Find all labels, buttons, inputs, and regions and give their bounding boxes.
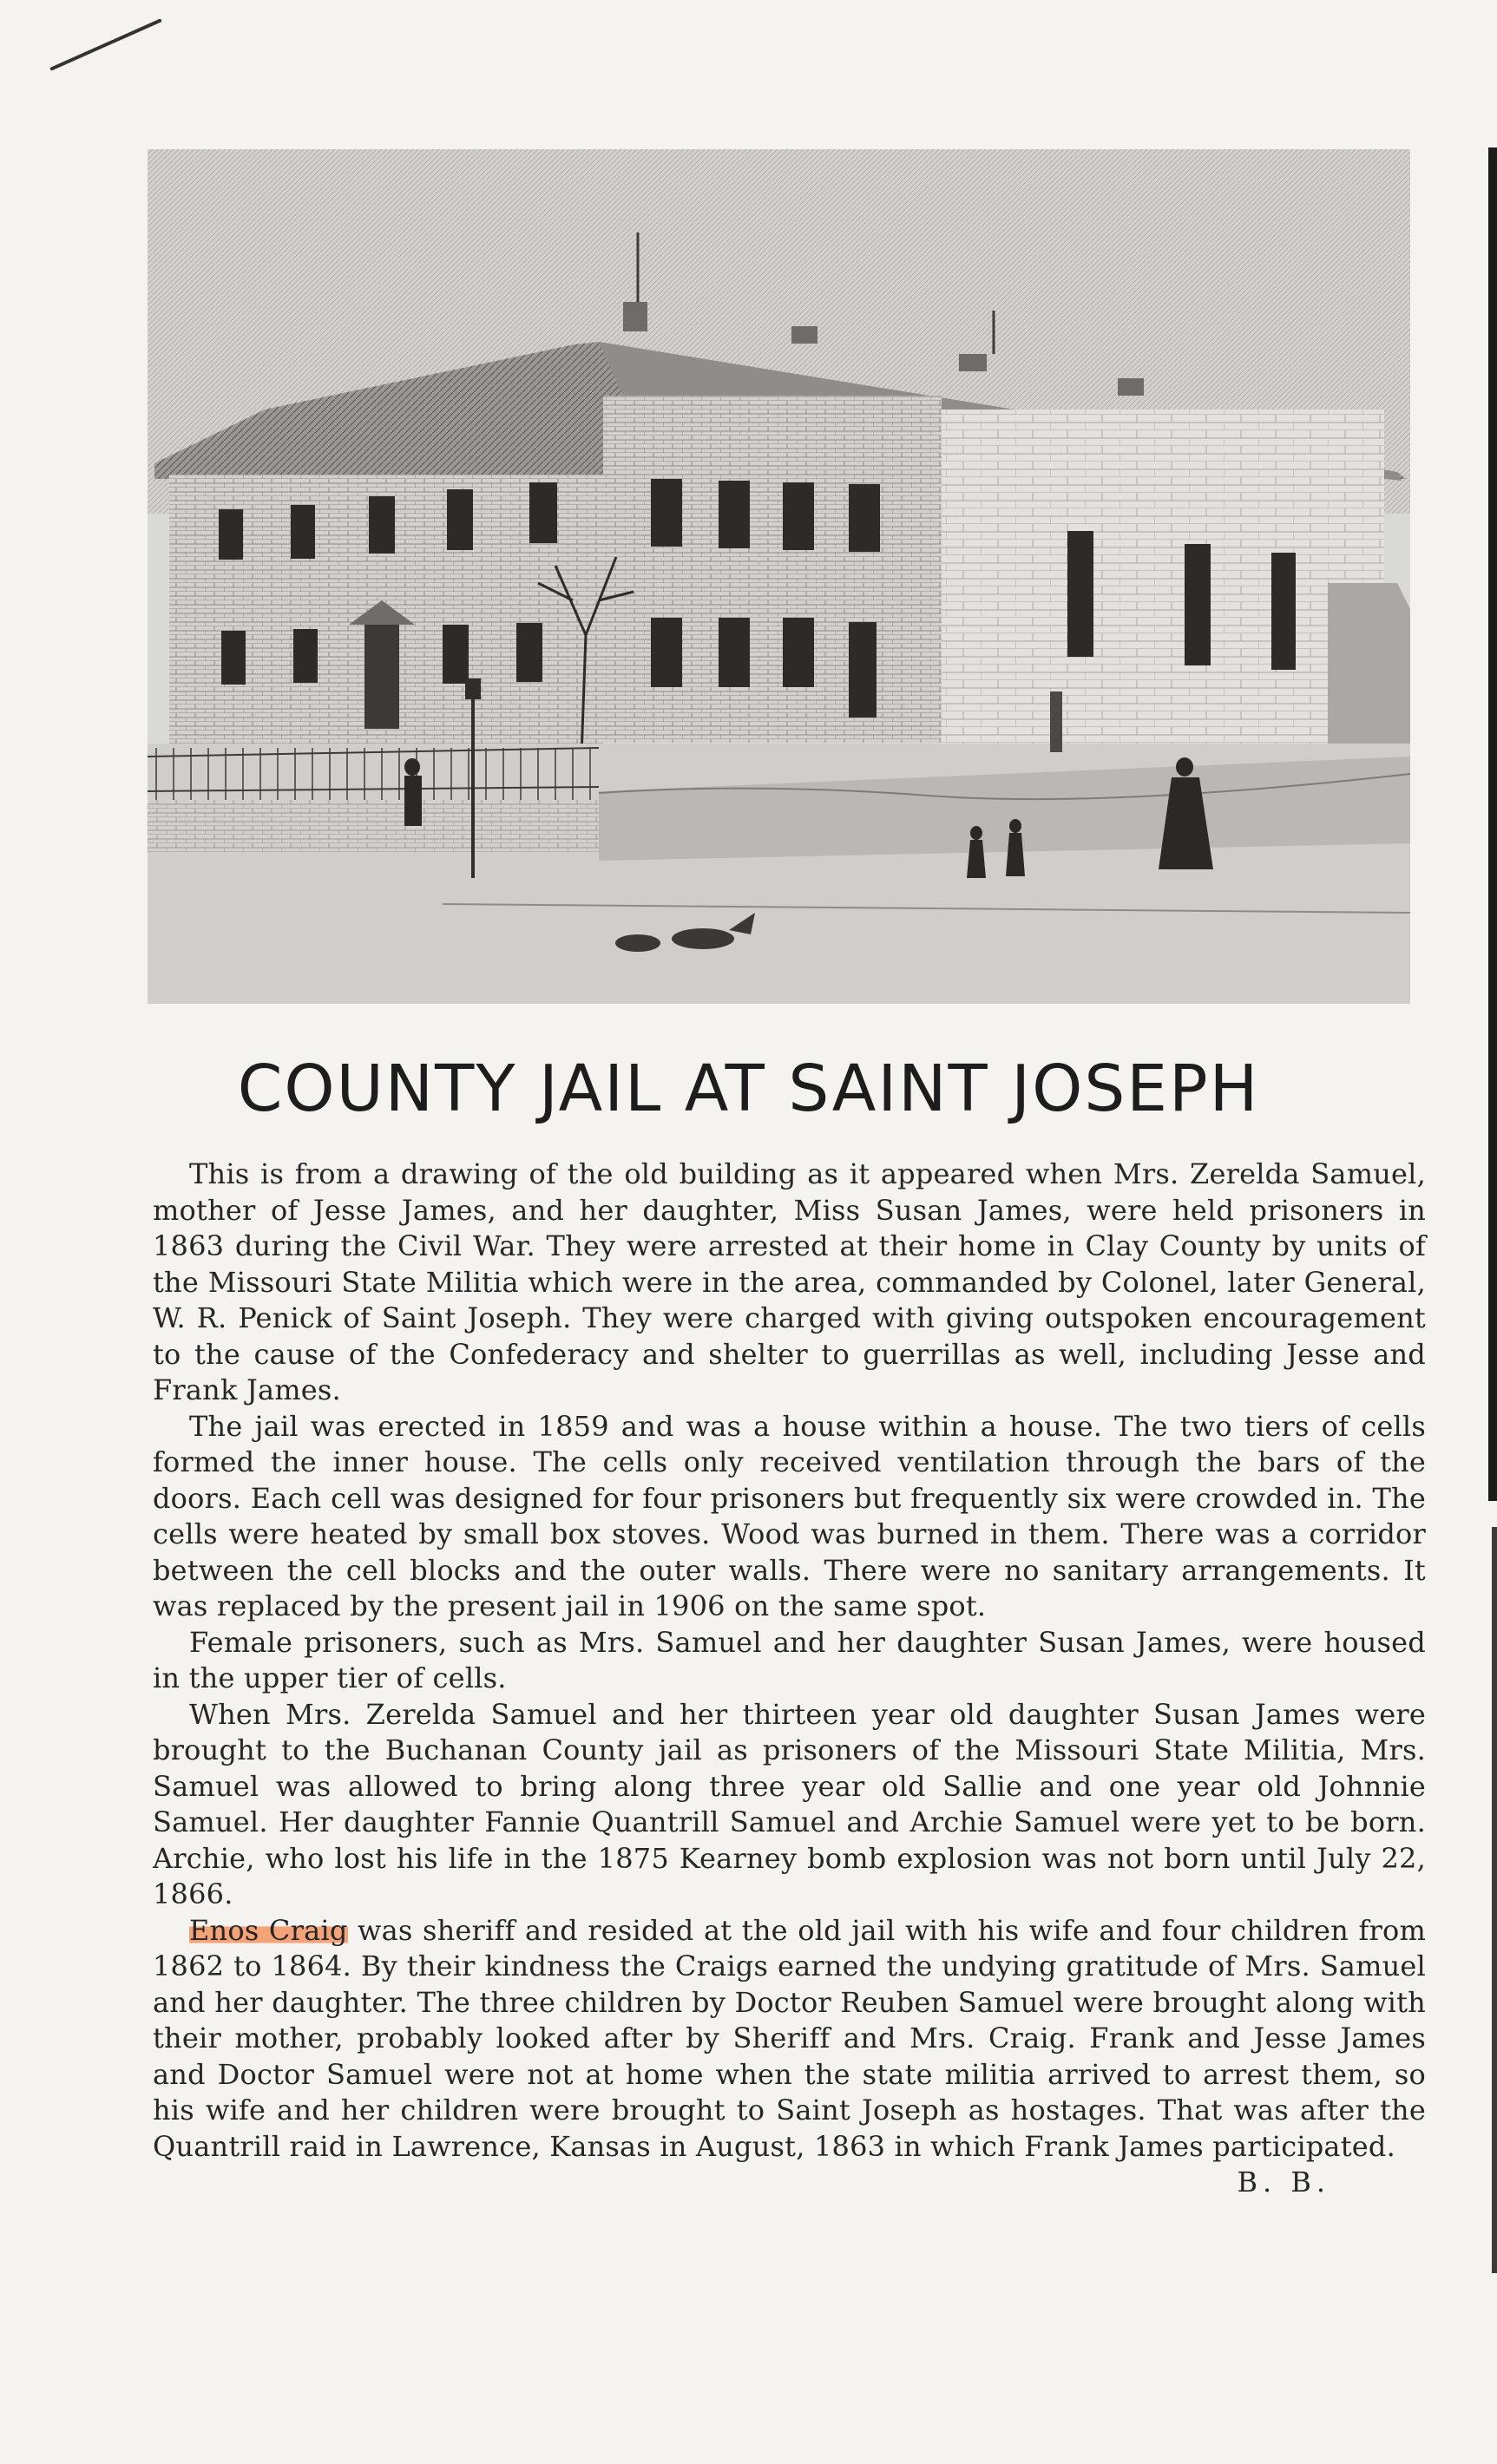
paragraph-1: This is from a drawing of the old building as it appeared when Mrs. Zerelda Samuel, mother of Jesse James, and her daughter, Miss Susan James, were held prisoners in 1863 during the Civil War. They were arrested at their home in Clay County by units of the Missouri State Militia which were in the area, commanded by Colonel, later General, W. R. Penick of Saint Joseph. They were charged with giving outspoken encouragement to the cause of the Confederacy and shelter to guerrillas as well, including Jesse and Frank James. (153, 1157, 1426, 1406)
paragraph-4: When Mrs. Zerelda Samuel and her thirteen year old daughter Susan James were brought to the Buchanan County jail as prisoners of the Missouri State Militia, Mrs. Samuel was allowed to bring along three year old Sallie and one year old Johnnie Samuel. Her daughter Fannie Quantrill Samuel and Archie Samuel were yet to be born. Archie, who lost his life in the 1875 Kearney bomb explosion was not born until July 22, 1866. (153, 1697, 1426, 1910)
pencil-mark (49, 18, 162, 71)
page-edge-shadow (1488, 147, 1497, 1501)
article-title: COUNTY JAIL AT SAINT JOSEPH (237, 1052, 1260, 1126)
jail-building-drawing (148, 149, 1410, 1004)
article-body (153, 1157, 1426, 2201)
paragraph-2: The jail was erected in 1859 and was a house within a house. The two tiers of cells formed the inner house. The cells only received ventilation through the bars of the doors. Each cell was designed for four prisoners but frequently six were crowded in. The cells were heated by small box stoves. Wood was burned in them. There was a corridor between the cell blocks and the outer walls. There were no sanitary arrangements. It was replaced by the present jail in 1906 on the same spot. (153, 1409, 1426, 1622)
jail-engraving-illustration (148, 149, 1410, 1004)
paragraph-3: Female prisoners, such as Mrs. Samuel and her daughter Susan James, were housed in the upper tier of cells. (153, 1625, 1426, 1694)
paragraph-5 (153, 1913, 1426, 2166)
signature-initials: B. B. (1237, 2166, 1330, 2199)
page-edge-shadow-lower (1492, 1527, 1497, 2273)
paragraph-5-text: was sheriff and resided at the old jail with his wife and four children from 1862 to 1864. By their kindness the Craigs earned the undying gratitude of Mrs. Samuel and her daughter. The three children by Doctor Reuben Samuel were brought along with their mother, probably looked after by Sheriff and Mrs. Craig. Frank and Jesse James and Doctor Samuel were not at home when the state militia arrived to arrest them, so his wife and her children were brought to Saint Joseph as hostages. That was after the Quantrill raid in Lawrence, Kansas in August, 1863 in which Frank James participated. (153, 1913, 1426, 2163)
highlighted-name: Enos Craig (189, 1913, 348, 1947)
